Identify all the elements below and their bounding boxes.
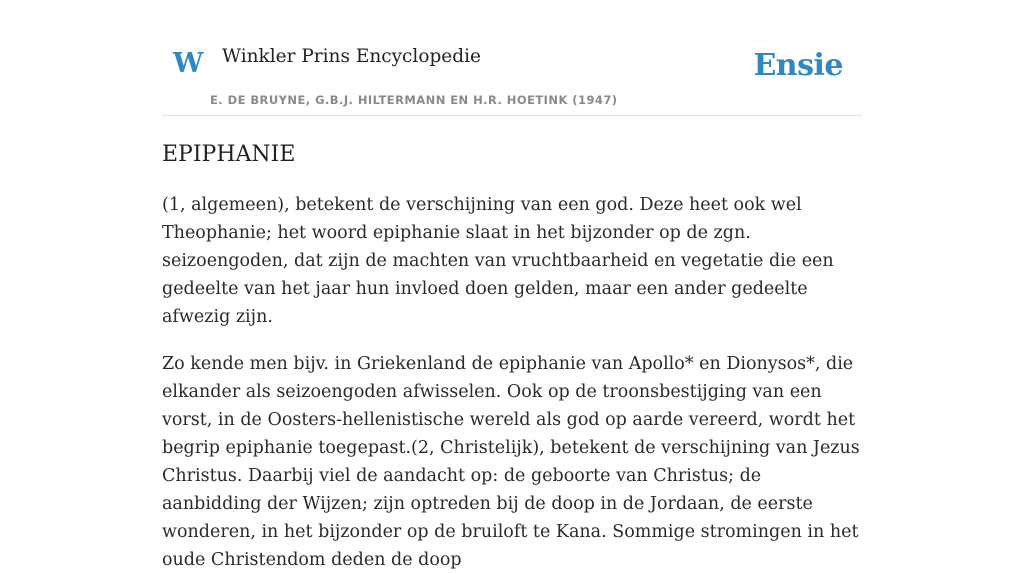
article-paragraph-2: Zo kende men bijv. in Griekenland de epiphanie van Apollo* en Dionysos*, die elkander als seizoengoden afwisselen. Ook op de troonsbestijging van een vorst, in de Oosters-hellenistische wereld als god op aarde vereerd, wordt het begrip epiphanie toegepast.(2, Christelijk), betekent de verschijning van Jezus Christus. Daarbij viel de aandacht op: de geboorte van Christus; de aanbidding der Wijzen; zijn optreden bij de doop in de Jordaan, de eerste wonderen, in het bijzonder op de bruiloft te Kana. Sommige stromingen in het oude Christendom deden de doop [162,354,860,571]
publication-authors: E. DE BRUYNE, G.B.J. HILTERMANN EN H.R. HOETINK (1947) [210,93,618,107]
page [162,0,862,571]
site-header [162,0,862,116]
ensie-brand-logo[interactable]: Ensie [753,48,843,83]
article-title: EPIPHANIE [162,142,296,167]
publication-logo-icon[interactable]: W [173,48,204,79]
publication-title[interactable]: Winkler Prins Encyclopedie [222,46,481,67]
article-paragraph-1: (1, algemeen), betekent de verschijning van een god. Deze heet ook wel Theophanie; het woord epiphanie slaat in het bijzonder op de zgn. seizoengoden, dat zijn de machten van vruchtbaarheid en vegetatie die een gedeelte van het jaar hun invloed doen gelden, maar een ander gedeelte afwezig zijn. [162,195,834,328]
